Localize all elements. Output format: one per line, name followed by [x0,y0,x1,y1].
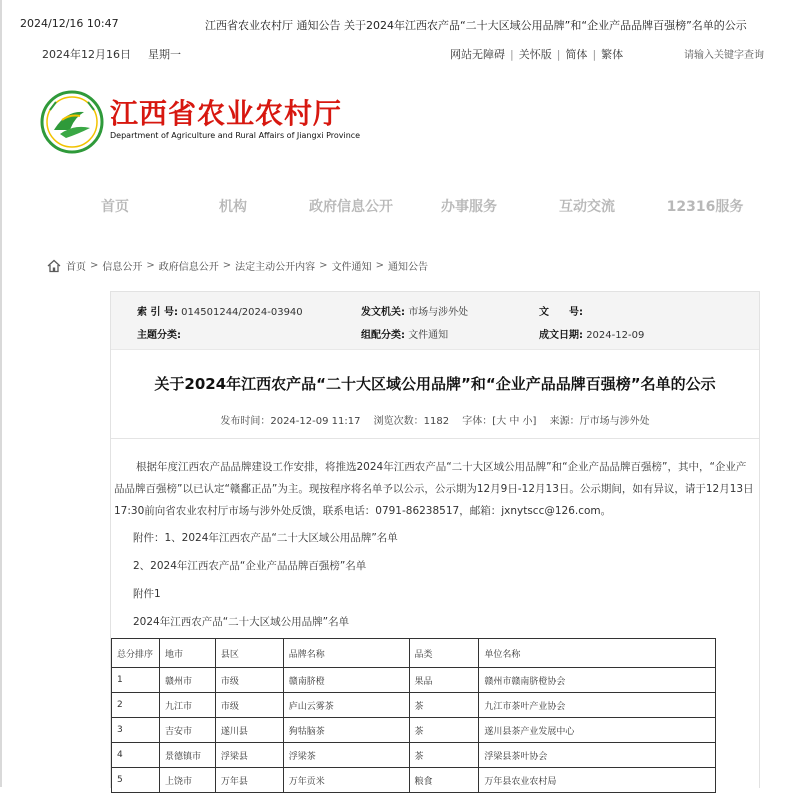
cell-category: 茶 [409,743,479,768]
accessibility-link[interactable]: 网站无障碍 [450,48,505,61]
breadcrumb-announcement[interactable]: 通知公告 [387,262,428,273]
cell-organization: 浮梁县茶叶协会 [479,743,716,768]
cell-city: 景德镇市 [159,743,215,768]
meta-docno: 文 号: [539,307,583,318]
breadcrumb-separator: > [146,260,155,271]
breadcrumb-info-public[interactable]: 信息公开 [102,262,143,273]
cell-category: 粮食 [409,768,479,793]
current-date: 2024年12月16日 [42,48,131,61]
table-header-row [112,639,716,668]
nav-home[interactable]: 首页 [101,199,129,215]
cell-county: 万年县 [215,768,283,793]
cell-city: 吉安市 [159,718,215,743]
nav-services[interactable]: 办事服务 [441,199,497,215]
department-logo-icon[interactable] [40,90,104,154]
cell-brand: 浮梁茶 [283,743,409,768]
cell-city: 上饶市 [159,768,215,793]
view-count: 浏览次数：1182 [373,416,450,427]
cell-county: 遂川县 [215,718,283,743]
print-header [20,17,780,33]
cell-rank: 2 [112,693,160,718]
breadcrumb-gov-info[interactable]: 政府信息公开 [158,262,219,273]
article-title: 关于2024年江西农产品“二十大区域公用品牌”和“企业产品品牌百强榜”名单的公示 [154,375,716,393]
publish-info [111,412,759,427]
nav-12316[interactable]: 12316服务 [666,199,744,215]
cell-city: 赣州市 [159,668,215,693]
table-row [112,743,716,768]
cell-organization: 赣州市赣南脐橙协会 [479,668,716,693]
breadcrumb-file-notice[interactable]: 文件通知 [331,262,372,273]
cell-brand: 狗牯脑茶 [283,718,409,743]
brand-name-cn[interactable]: 江西省农业农村厅 [110,97,343,130]
cell-rank: 1 [112,668,160,693]
brand-name-en: Department of Agriculture and Rural Affairs of Jiangxi Province [110,131,361,140]
title-divider [111,438,759,439]
top-bar [42,46,764,62]
cell-county: 市级 [215,693,283,718]
cell-rank: 5 [112,768,160,793]
nav-interaction[interactable]: 互动交流 [559,199,615,215]
top-links [450,46,623,62]
col-rank: 总分排序 [112,639,160,668]
table-row [112,668,716,693]
breadcrumb-separator: > [90,260,99,271]
cell-rank: 3 [112,718,160,743]
col-organization: 单位名称 [479,639,716,668]
cell-brand: 赣南脐橙 [283,668,409,693]
appendix-label: 附件1 [133,588,161,600]
publish-time: 发布时间：2024-12-09 11:17 [220,416,361,427]
search-input[interactable]: 请输入关键字查询 [684,50,764,61]
nav-gov-info[interactable]: 政府信息公开 [309,199,393,215]
breadcrumb-statutory[interactable]: 法定主动公开内容 [235,262,316,273]
meta-issuer: 发文机关: 市场与涉外处 [361,307,469,318]
breadcrumb [47,258,428,273]
cell-brand: 庐山云雾茶 [283,693,409,718]
article-source: 来源：厅市场与涉外处 [549,416,650,427]
attachment-link-2[interactable]: 2、2024年江西农产品“企业产品品牌百强榜”名单 [133,560,367,572]
link-separator: | [592,47,597,61]
meta-date: 成文日期: 2024-12-09 [539,330,645,341]
col-city: 地市 [159,639,215,668]
col-category: 品类 [409,639,479,668]
cell-category: 茶 [409,718,479,743]
cell-category: 茶 [409,693,479,718]
care-mode-link[interactable]: 关怀版 [518,48,552,61]
traditional-chinese-link[interactable]: 繁体 [601,48,624,61]
main-nav [60,196,760,216]
simplified-chinese-link[interactable]: 简体 [565,48,588,61]
link-separator: | [510,47,514,61]
cell-organization: 九江市茶叶产业协会 [479,693,716,718]
font-size-switcher[interactable]: 字体：[大 中 小] [462,416,537,427]
breadcrumb-separator: > [375,260,384,271]
col-county: 县区 [215,639,283,668]
article-container [110,291,760,788]
breadcrumb-separator: > [319,260,328,271]
cell-rank: 4 [112,743,160,768]
link-separator: | [556,47,561,61]
print-page-title: 江西省农业农村厅 通知公告 关于2024年江西农产品“二十大区域公用品牌”和“企业产品品牌百强榜”名单的公示 [205,19,747,32]
table-row [112,718,716,743]
current-weekday: 星期一 [148,48,181,61]
brand-list-table [111,638,716,793]
article-paragraph: 根据年度江西农产品品牌建设工作安排，将推选2024年江西农产品“二十大区域公用品牌”和“企业产品品牌百强榜”，其中，“企业产品品牌百强榜”以已认定“赣鄱正品”为主。现按程序将名单予以公示，公示期为12月9日-12月13日。公示期间，如有异议，请于12月13日17:30前向省农业农村厅市场与涉外处反馈，联系电话：0791-86238517，邮箱：jxnytscc@126.com。 [114,461,754,517]
col-brand: 品牌名称 [283,639,409,668]
cell-organization: 万年县农业农村局 [479,768,716,793]
meta-topic: 主题分类: [137,330,181,341]
table-title: 2024年江西农产品“二十大区域公用品牌”名单 [133,616,350,628]
table-row [112,768,716,793]
print-timestamp: 2024/12/16 10:47 [20,17,119,30]
cell-organization: 遂川县茶产业发展中心 [479,718,716,743]
cell-county: 市级 [215,668,283,693]
breadcrumb-home[interactable]: 首页 [66,262,86,273]
meta-index: 索 引 号: 014501244/2024-03940 [137,307,303,318]
breadcrumb-separator: > [222,260,232,271]
home-icon[interactable] [47,259,61,273]
window-left-edge [0,0,2,787]
attachment-link-1[interactable]: 附件：1、2024年江西农产品“二十大区域公用品牌”名单 [133,532,398,544]
table-row [112,693,716,718]
cell-brand: 万年贡米 [283,768,409,793]
cell-county: 浮梁县 [215,743,283,768]
nav-institutions[interactable]: 机构 [219,199,247,215]
cell-city: 九江市 [159,693,215,718]
meta-group: 组配分类: 文件通知 [361,330,449,341]
document-meta [111,292,759,350]
cell-category: 果品 [409,668,479,693]
